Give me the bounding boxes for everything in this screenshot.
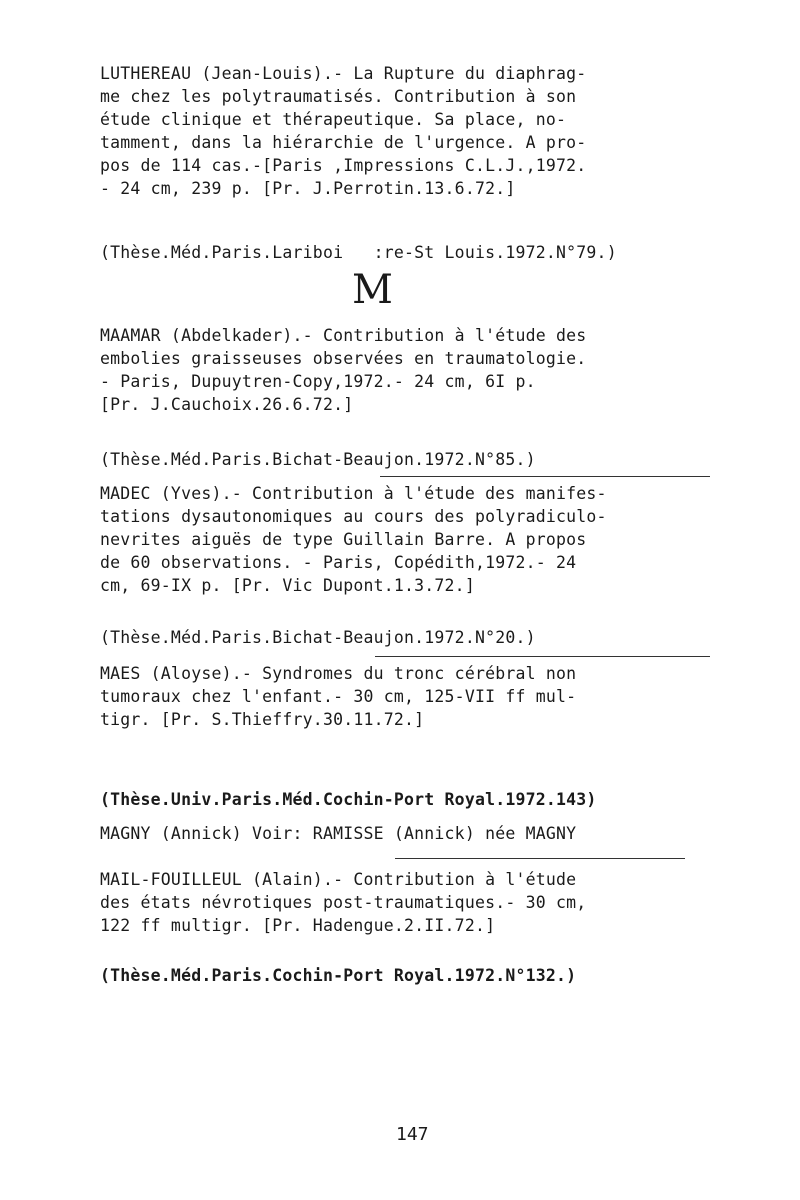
bibliography-entry bbox=[100, 62, 720, 200]
entry-line: nevrites aiguës de type Guillain Barre. A propos bbox=[100, 530, 587, 549]
thesis-note: (Thèse.Méd.Paris.Bichat-Beaujon.1972.N°85.) bbox=[100, 450, 536, 469]
entry-line: de 60 observations. - Paris, Copédith,1972.- 24 bbox=[100, 553, 577, 572]
entry-line: MAAMAR (Abdelkader).- Contribution à l'étude des bbox=[100, 326, 587, 345]
entry-line: pos de 114 cas.-[Paris ,Impressions C.L.J.,1972. bbox=[100, 156, 587, 175]
entry-line: LUTHEREAU (Jean-Louis).- La Rupture du diaphrag- bbox=[100, 64, 587, 83]
entry-line: me chez les polytraumatisés. Contribution à son bbox=[100, 87, 577, 106]
page-number: 147 bbox=[396, 1124, 429, 1145]
entry-line: MAIL-FOUILLEUL (Alain).- Contribution à l'étude bbox=[100, 870, 577, 889]
divider-rule bbox=[395, 858, 685, 859]
entry-line: MADEC (Yves).- Contribution à l'étude des manifes- bbox=[100, 484, 607, 503]
entry-line: tumoraux chez l'enfant.- 30 cm, 125-VII ff mul- bbox=[100, 687, 577, 706]
entry-line: tamment, dans la hiérarchie de l'urgence. A pro- bbox=[100, 133, 587, 152]
entry-line: étude clinique et thérapeutique. Sa place, no- bbox=[100, 110, 567, 129]
bibliography-entry bbox=[100, 822, 720, 845]
thesis-note: (Thèse.Méd.Paris.Cochin-Port Royal.1972.N°132.) bbox=[100, 966, 577, 985]
entry-line: embolies graisseuses observées en traumatologie. bbox=[100, 349, 587, 368]
entry-line: cm, 69-IX p. [Pr. Vic Dupont.1.3.72.] bbox=[100, 576, 475, 595]
bibliography-entry bbox=[100, 662, 720, 731]
entry-line: 122 ff multigr. [Pr. Hadengue.2.II.72.] bbox=[100, 916, 496, 935]
entry-line: [Pr. J.Cauchoix.26.6.72.] bbox=[100, 395, 354, 414]
thesis-note: (Thèse.Univ.Paris.Méd.Cochin-Port Royal.1972.143) bbox=[100, 790, 597, 809]
thesis-note: (Thèse.Méd.Paris.Bichat-Beaujon.1972.N°20.) bbox=[100, 628, 536, 647]
entry-line: - 24 cm, 239 p. [Pr. J.Perrotin.13.6.72.] bbox=[100, 179, 516, 198]
entry-line: tations dysautonomiques au cours des polyradiculo- bbox=[100, 507, 607, 526]
entry-line: MAGNY (Annick) Voir: RAMISSE (Annick) née MAGNY bbox=[100, 824, 577, 843]
entry-line: MAES (Aloyse).- Syndromes du tronc cérébral non bbox=[100, 664, 577, 683]
thesis-note: (Thèse.Méd.Paris.Lariboi :re-St Louis.1972.N°79.) bbox=[100, 243, 617, 262]
bibliography-entry bbox=[100, 482, 720, 597]
entry-line: des états névrotiques post-traumatiques.- 30 cm, bbox=[100, 893, 587, 912]
section-letter: M bbox=[352, 267, 393, 313]
bibliography-entry bbox=[100, 324, 720, 416]
divider-rule bbox=[375, 656, 710, 657]
divider-rule bbox=[380, 476, 710, 477]
entry-line: tigr. [Pr. S.Thieffry.30.11.72.] bbox=[100, 710, 425, 729]
bibliography-entry bbox=[100, 868, 720, 937]
entry-line: - Paris, Dupuytren-Copy,1972.- 24 cm, 6I p. bbox=[100, 372, 536, 391]
